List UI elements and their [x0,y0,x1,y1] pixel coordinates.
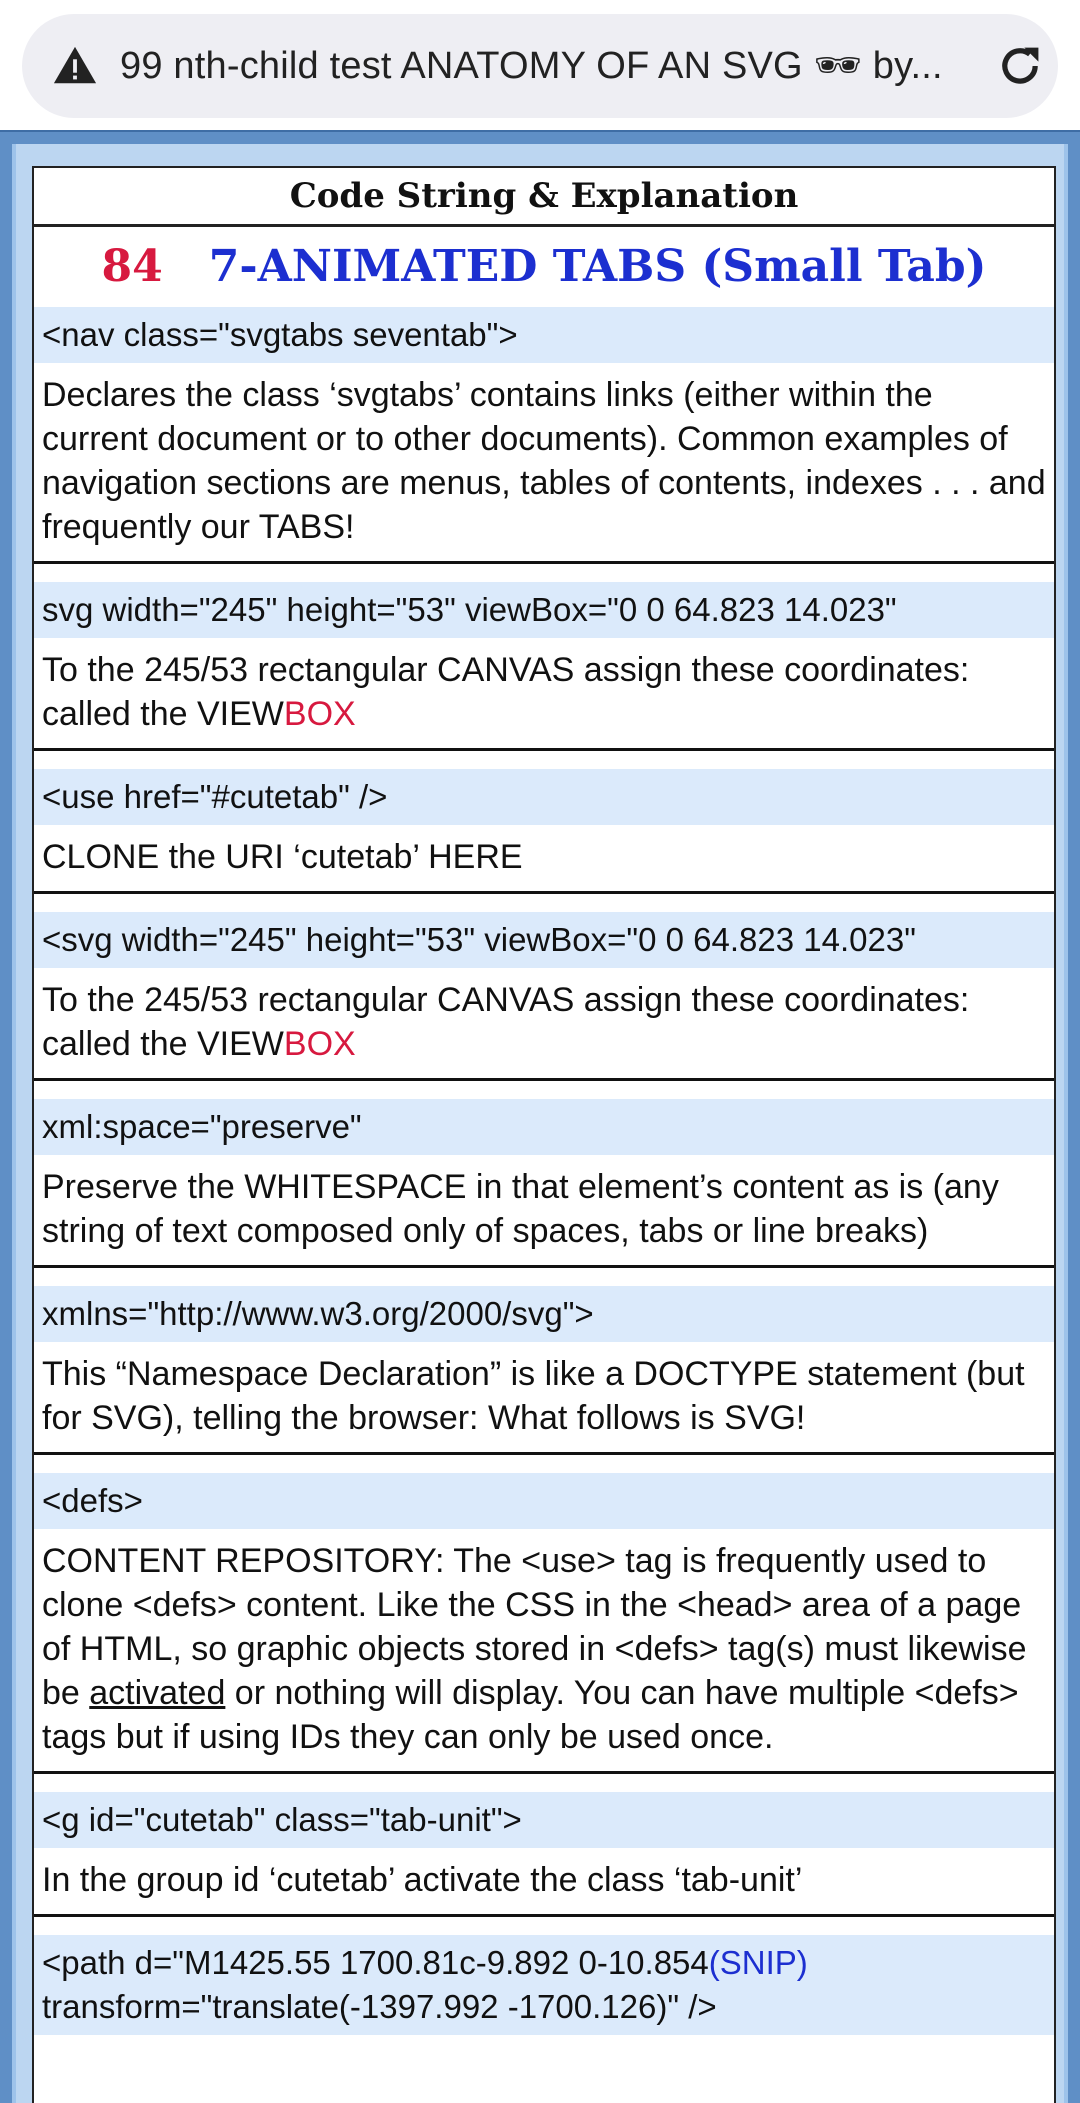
section-title: 7-ANIMATED TABS (Small Tab) [208,241,987,292]
explanation-text: or nothing will display. You can have multiple <defs> tags but if using IDs they can only be used once. [42,1674,1019,1756]
explanation: CLONE the URI ‘cutetab’ HERE [42,838,523,876]
explanation [34,968,1054,1078]
explanation-highlight: BOX [283,695,356,733]
panel-title [34,227,1054,307]
snip-marker: (SNIP) [708,1944,808,1981]
explanation-highlight: BOX [283,1025,356,1063]
entry [34,1286,1054,1455]
explanation: In the group id ‘cutetab’ activate the class ‘tab-unit’ [42,1861,803,1899]
entry [34,1099,1054,1268]
explanation-text: To the 245/53 rectangular CANVAS assign these coordinates: called the VIEW [42,651,970,733]
panel-header: Code String & Explanation [34,166,1054,227]
warning-icon[interactable] [52,43,98,89]
entry [34,582,1054,751]
code-string: <svg width="245" height="53" viewBox="0 0 64.823 14.023" [34,912,1054,968]
entry [34,912,1054,1081]
entry [34,307,1054,564]
code-text: <path d="M1425.55 1700.81c-9.892 0-10.854 [42,1944,709,1981]
explanation: Declares the class ‘svgtabs’ contains links (either within the current document or to other documents). Common examples of navigation sections are menus, tables of contents, indexes . . . and frequently our TABS! [42,376,1046,546]
code-string: <use href="#cutetab" /> [34,769,1054,825]
code-text: transform="translate(-1397.992 -1700.126)" /> [42,1988,717,2025]
url-text[interactable]: 99 nth-child test ANATOMY OF AN SVG 🕶 by... [120,45,943,87]
section-number: 84 [101,241,163,292]
explanation-underlined: activated [89,1674,226,1712]
page-frame [0,130,1080,2103]
explanation-text: CONTENT REPOSITORY: The <use> tag is frequently used to clone <defs> content. Like the CSS in the <head> area of a page of HTML, so graphic objects stored in <defs> tag(s) must likewise be [42,1542,1027,1712]
entry [34,1473,1054,1774]
code-string: <defs> [34,1473,1054,1529]
code-string: <nav class="svgtabs seventab"> [34,307,1054,363]
code-string: svg width="245" height="53" viewBox="0 0 64.823 14.023" [34,582,1054,638]
frame-inner [12,144,1068,2103]
explanation-text: To the 245/53 rectangular CANVAS assign these coordinates: called the VIEW [42,981,970,1063]
code-string: xml:space="preserve" [34,1099,1054,1155]
explanation [34,1529,1054,1771]
address-bar[interactable] [22,14,1058,118]
reload-icon[interactable] [994,40,1046,92]
explanation [34,638,1054,748]
entry [34,1792,1054,1917]
code-string: xmlns="http://www.w3.org/2000/svg"> [34,1286,1054,1342]
explanation: Preserve the WHITESPACE in that element’s content as is (any string of text composed only of spaces, tabs or line breaks) [42,1168,999,1250]
browser-toolbar [0,0,1080,130]
code-string: <g id="cutetab" class="tab-unit"> [34,1792,1054,1848]
code-string [34,1935,1054,2035]
entry [34,769,1054,894]
entry [34,1935,1054,2035]
explanation: This “Namespace Declaration” is like a DOCTYPE statement (but for SVG), telling the browser: What follows is SVG! [42,1355,1025,1437]
explanation-panel [32,166,1056,2103]
